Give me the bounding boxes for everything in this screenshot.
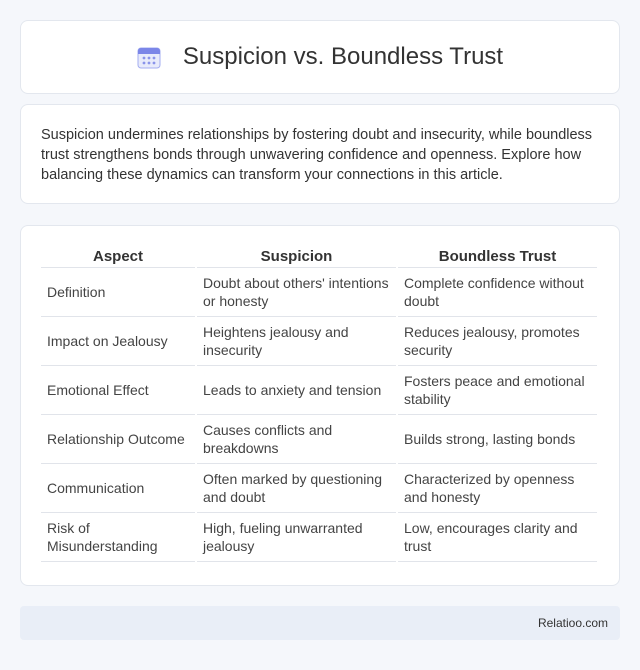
table-cell: Heightens jealousy and insecurity — [197, 317, 396, 366]
table-header-row — [41, 246, 597, 268]
table-cell: Characterized by openness and honesty — [398, 464, 597, 513]
column-header: Boundless Trust — [398, 246, 597, 268]
intro-paragraph: Suspicion undermines relationships by fostering doubt and insecurity, while boundless trust strengthens bonds through unwavering confidence and openness. Explore how balancing these dynamics can transform your connections in this article. — [41, 127, 593, 183]
table-cell: Communication — [41, 464, 195, 513]
calendar-icon — [137, 45, 161, 69]
table-cell: Often marked by questioning and doubt — [197, 464, 396, 513]
table-cell: Builds strong, lasting bonds — [398, 415, 597, 464]
table-row — [41, 415, 597, 464]
comparison-table — [39, 246, 599, 562]
column-header: Suspicion — [197, 246, 396, 268]
table-cell: Causes conflicts and breakdowns — [197, 415, 396, 464]
footer-site-name: Relatioo.com — [537, 616, 608, 630]
table-cell: Low, encourages clarity and trust — [398, 513, 597, 562]
table-cell: High, fueling unwarranted jealousy — [197, 513, 396, 562]
title-card — [20, 20, 620, 94]
table-cell: Risk of Misunderstanding — [41, 513, 195, 562]
table-cell: Relationship Outcome — [41, 415, 195, 464]
table-cell: Doubt about others' intentions or honesty — [197, 268, 396, 317]
table-cell: Complete confidence without doubt — [398, 268, 597, 317]
column-header: Aspect — [41, 246, 195, 268]
page-title: Suspicion vs. Boundless Trust — [182, 43, 504, 70]
table-cell: Definition — [41, 268, 195, 317]
table-row — [41, 513, 597, 562]
comparison-card — [20, 225, 620, 586]
table-cell: Leads to anxiety and tension — [197, 366, 396, 415]
table-row — [41, 464, 597, 513]
table-row — [41, 366, 597, 415]
title-wrap — [137, 43, 503, 71]
table-row — [41, 268, 597, 317]
table-row — [41, 317, 597, 366]
footer-bar — [20, 606, 620, 640]
table-cell: Reduces jealousy, promotes security — [398, 317, 597, 366]
table-cell: Impact on Jealousy — [41, 317, 195, 366]
intro-card — [20, 104, 620, 204]
table-cell: Emotional Effect — [41, 366, 195, 415]
table-cell: Fosters peace and emotional stability — [398, 366, 597, 415]
